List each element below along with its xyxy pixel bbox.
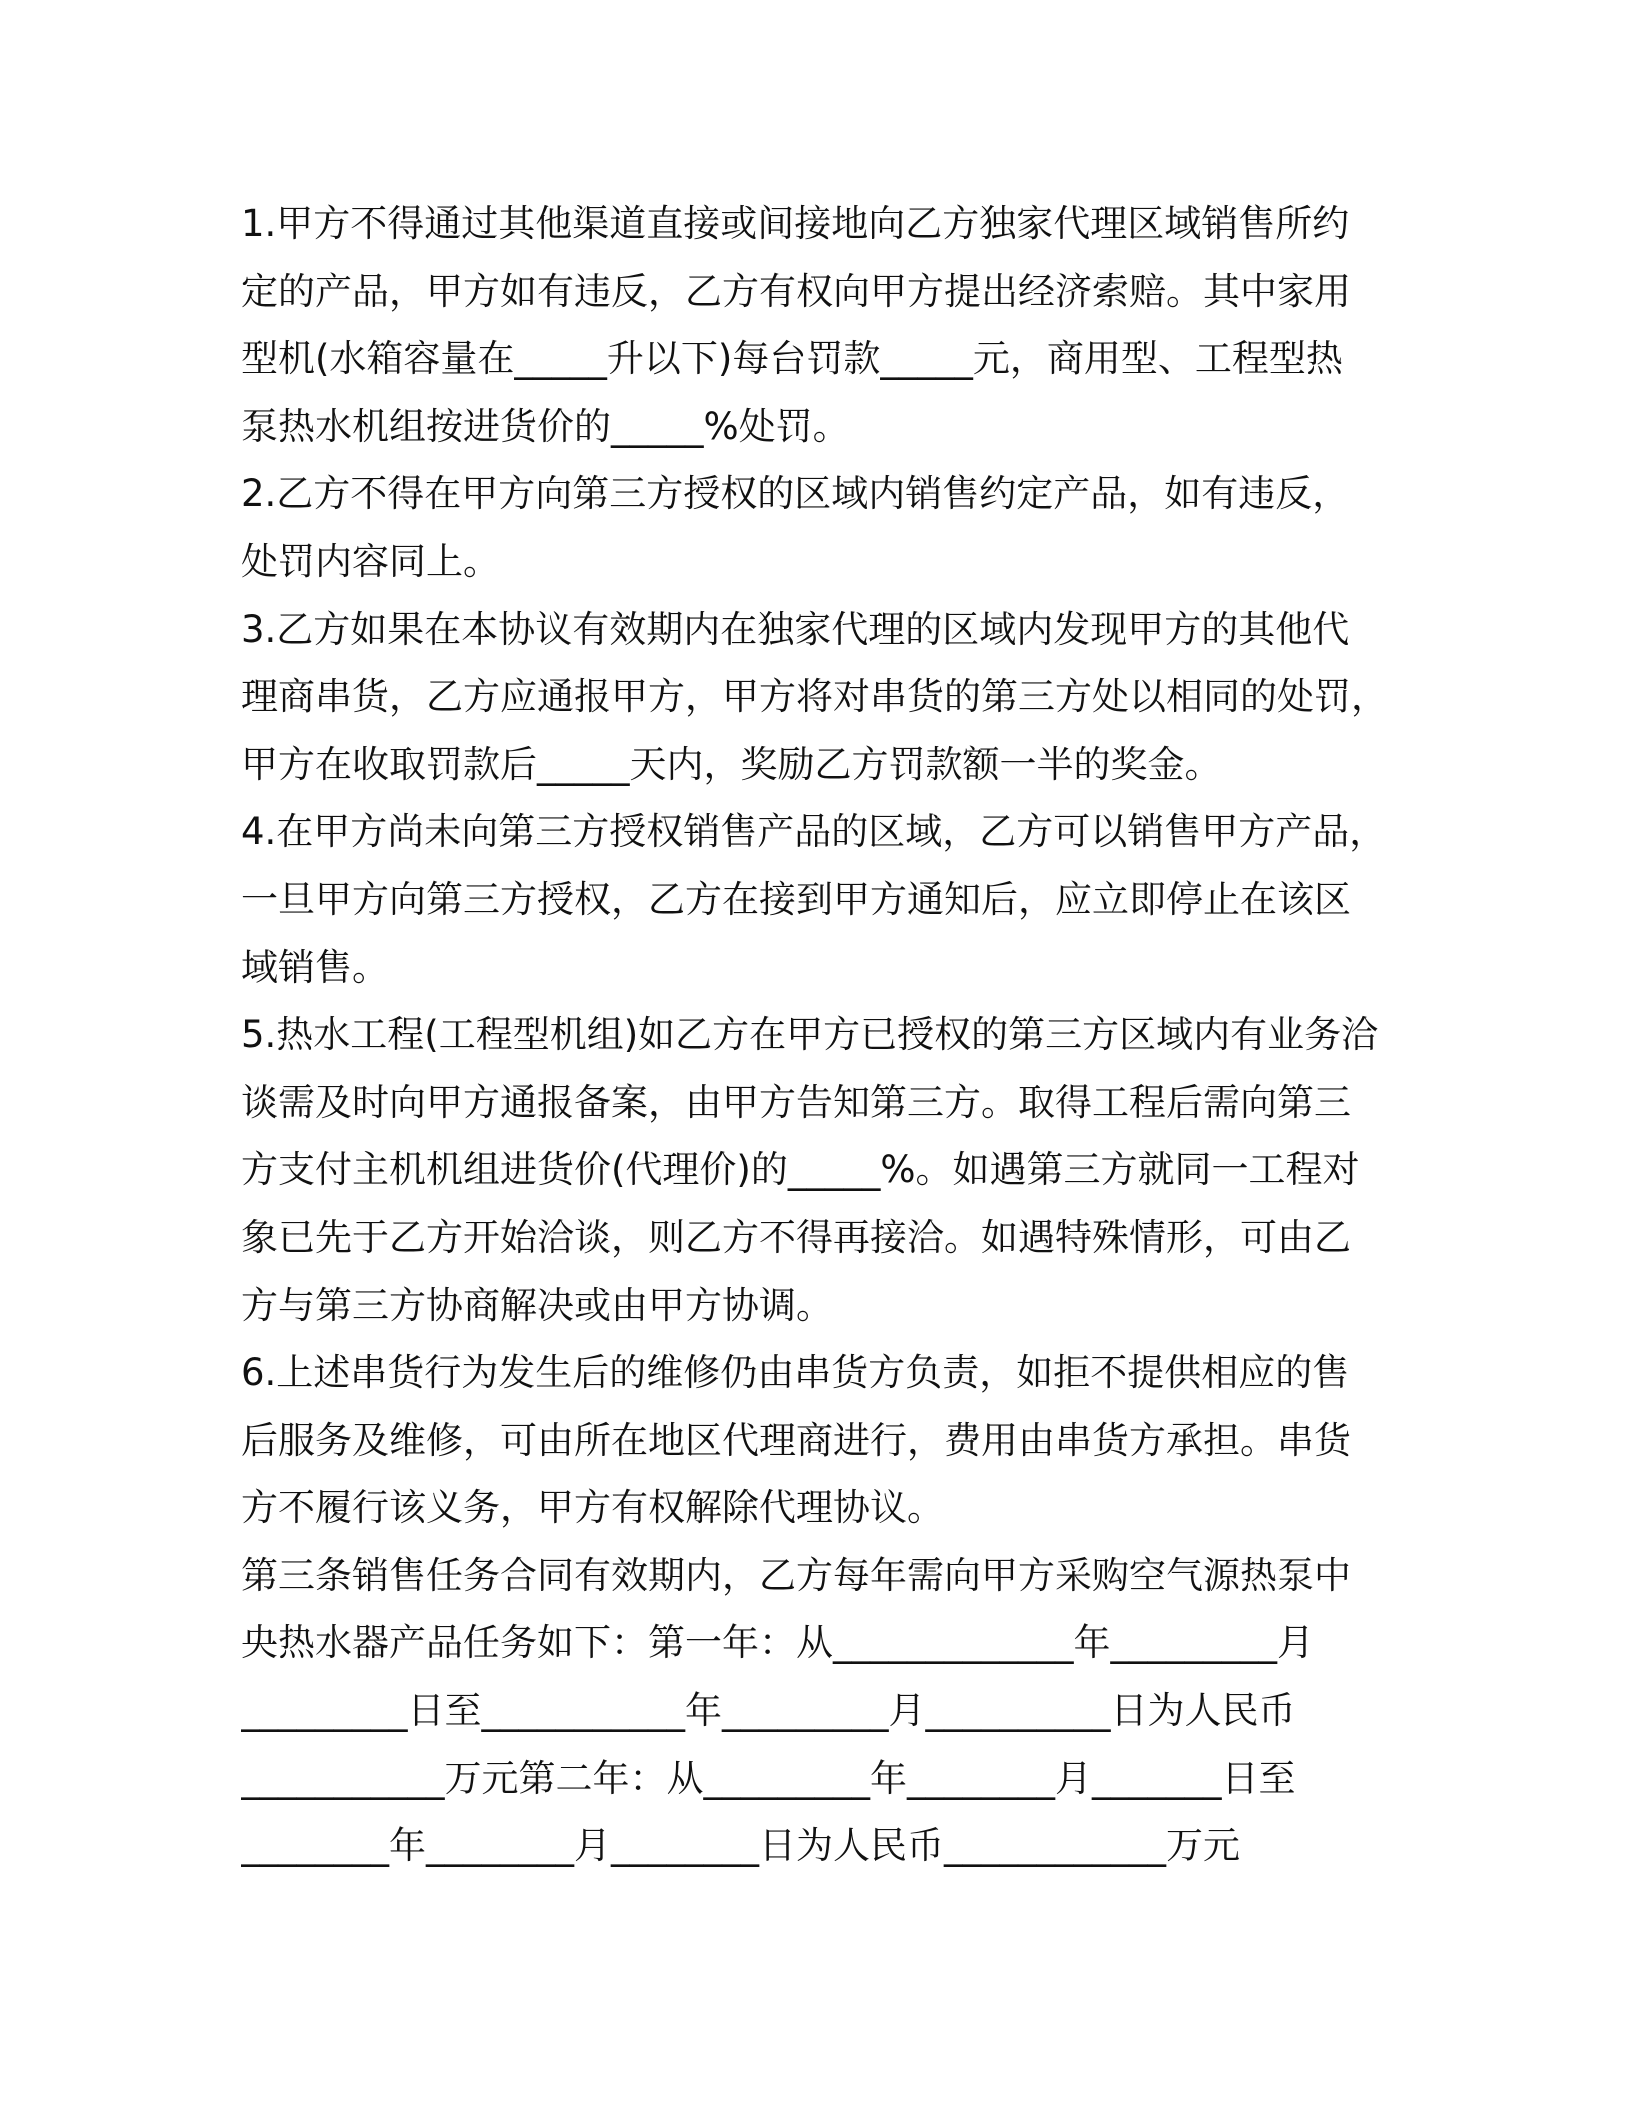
text-line: 理商串货，乙方应通报甲方，甲方将对串货的第三方处以相同的处罚，: [241, 675, 1388, 719]
text-line: ________年________月________日为人民币____________万元: [241, 1824, 1240, 1868]
text-line: 一旦甲方向第三方授权，乙方在接到甲方通知后，应立即停止在该区: [241, 877, 1351, 921]
text-line: _________日至___________年_________月__________日为人民币: [241, 1689, 1296, 1733]
text-line: 2.乙方不得在甲方向第三方授权的区域内销售约定产品，如有违反，: [241, 472, 1350, 516]
text-line: 方支付主机机组进货价(代理价)的_____%。如遇第三方就同一工程对: [241, 1148, 1360, 1192]
text-line: 泵热水机组按进货价的_____%处罚。: [241, 404, 850, 448]
text-line: 谈需及时向甲方通报备案，由甲方告知第三方。取得工程后需向第三: [241, 1080, 1351, 1124]
text-line: 处罚内容同上。: [241, 539, 500, 583]
text-line: 5.热水工程(工程型机组)如乙方在甲方已授权的第三方区域内有业务洽: [241, 1013, 1379, 1057]
text-line: 6.上述串货行为发生后的维修仍由串货方负责，如拒不提供相应的售: [241, 1351, 1350, 1395]
text-line: 第三条销售任务合同有效期内，乙方每年需向甲方采购空气源热泵中: [241, 1553, 1351, 1597]
text-line: 定的产品，甲方如有违反，乙方有权向甲方提出经济索赔。其中家用: [241, 269, 1351, 313]
document-body: [241, 190, 1391, 1880]
text-line: 央热水器产品任务如下：第一年：从_____________年_________月: [241, 1621, 1314, 1665]
text-line: 后服务及维修，可由所在地区代理商进行，费用由串货方承担。串货: [241, 1418, 1351, 1462]
text-line: 域销售。: [241, 945, 389, 989]
text-line: 型机(水箱容量在_____升以下)每台罚款_____元，商用型、工程型热: [241, 337, 1343, 381]
text-line: 3.乙方如果在本协议有效期内在独家代理的区域内发现甲方的其他代: [241, 607, 1350, 651]
text-line: 象已先于乙方开始洽谈，则乙方不得再接洽。如遇特殊情形，可由乙: [241, 1215, 1351, 1259]
text-line: 4.在甲方尚未向第三方授权销售产品的区域，乙方可以销售甲方产品，: [241, 810, 1387, 854]
text-line: 方不履行该义务，甲方有权解除代理协议。: [241, 1486, 944, 1530]
text-line: 1.甲方不得通过其他渠道直接或间接地向乙方独家代理区域销售所约: [241, 202, 1350, 245]
text-line: ___________万元第二年：从_________年________月_______日至: [241, 1756, 1296, 1800]
text-line: 方与第三方协商解决或由甲方协调。: [241, 1283, 833, 1327]
text-line: 甲方在收取罚款后_____天内，奖励乙方罚款额一半的奖金。: [241, 742, 1222, 786]
